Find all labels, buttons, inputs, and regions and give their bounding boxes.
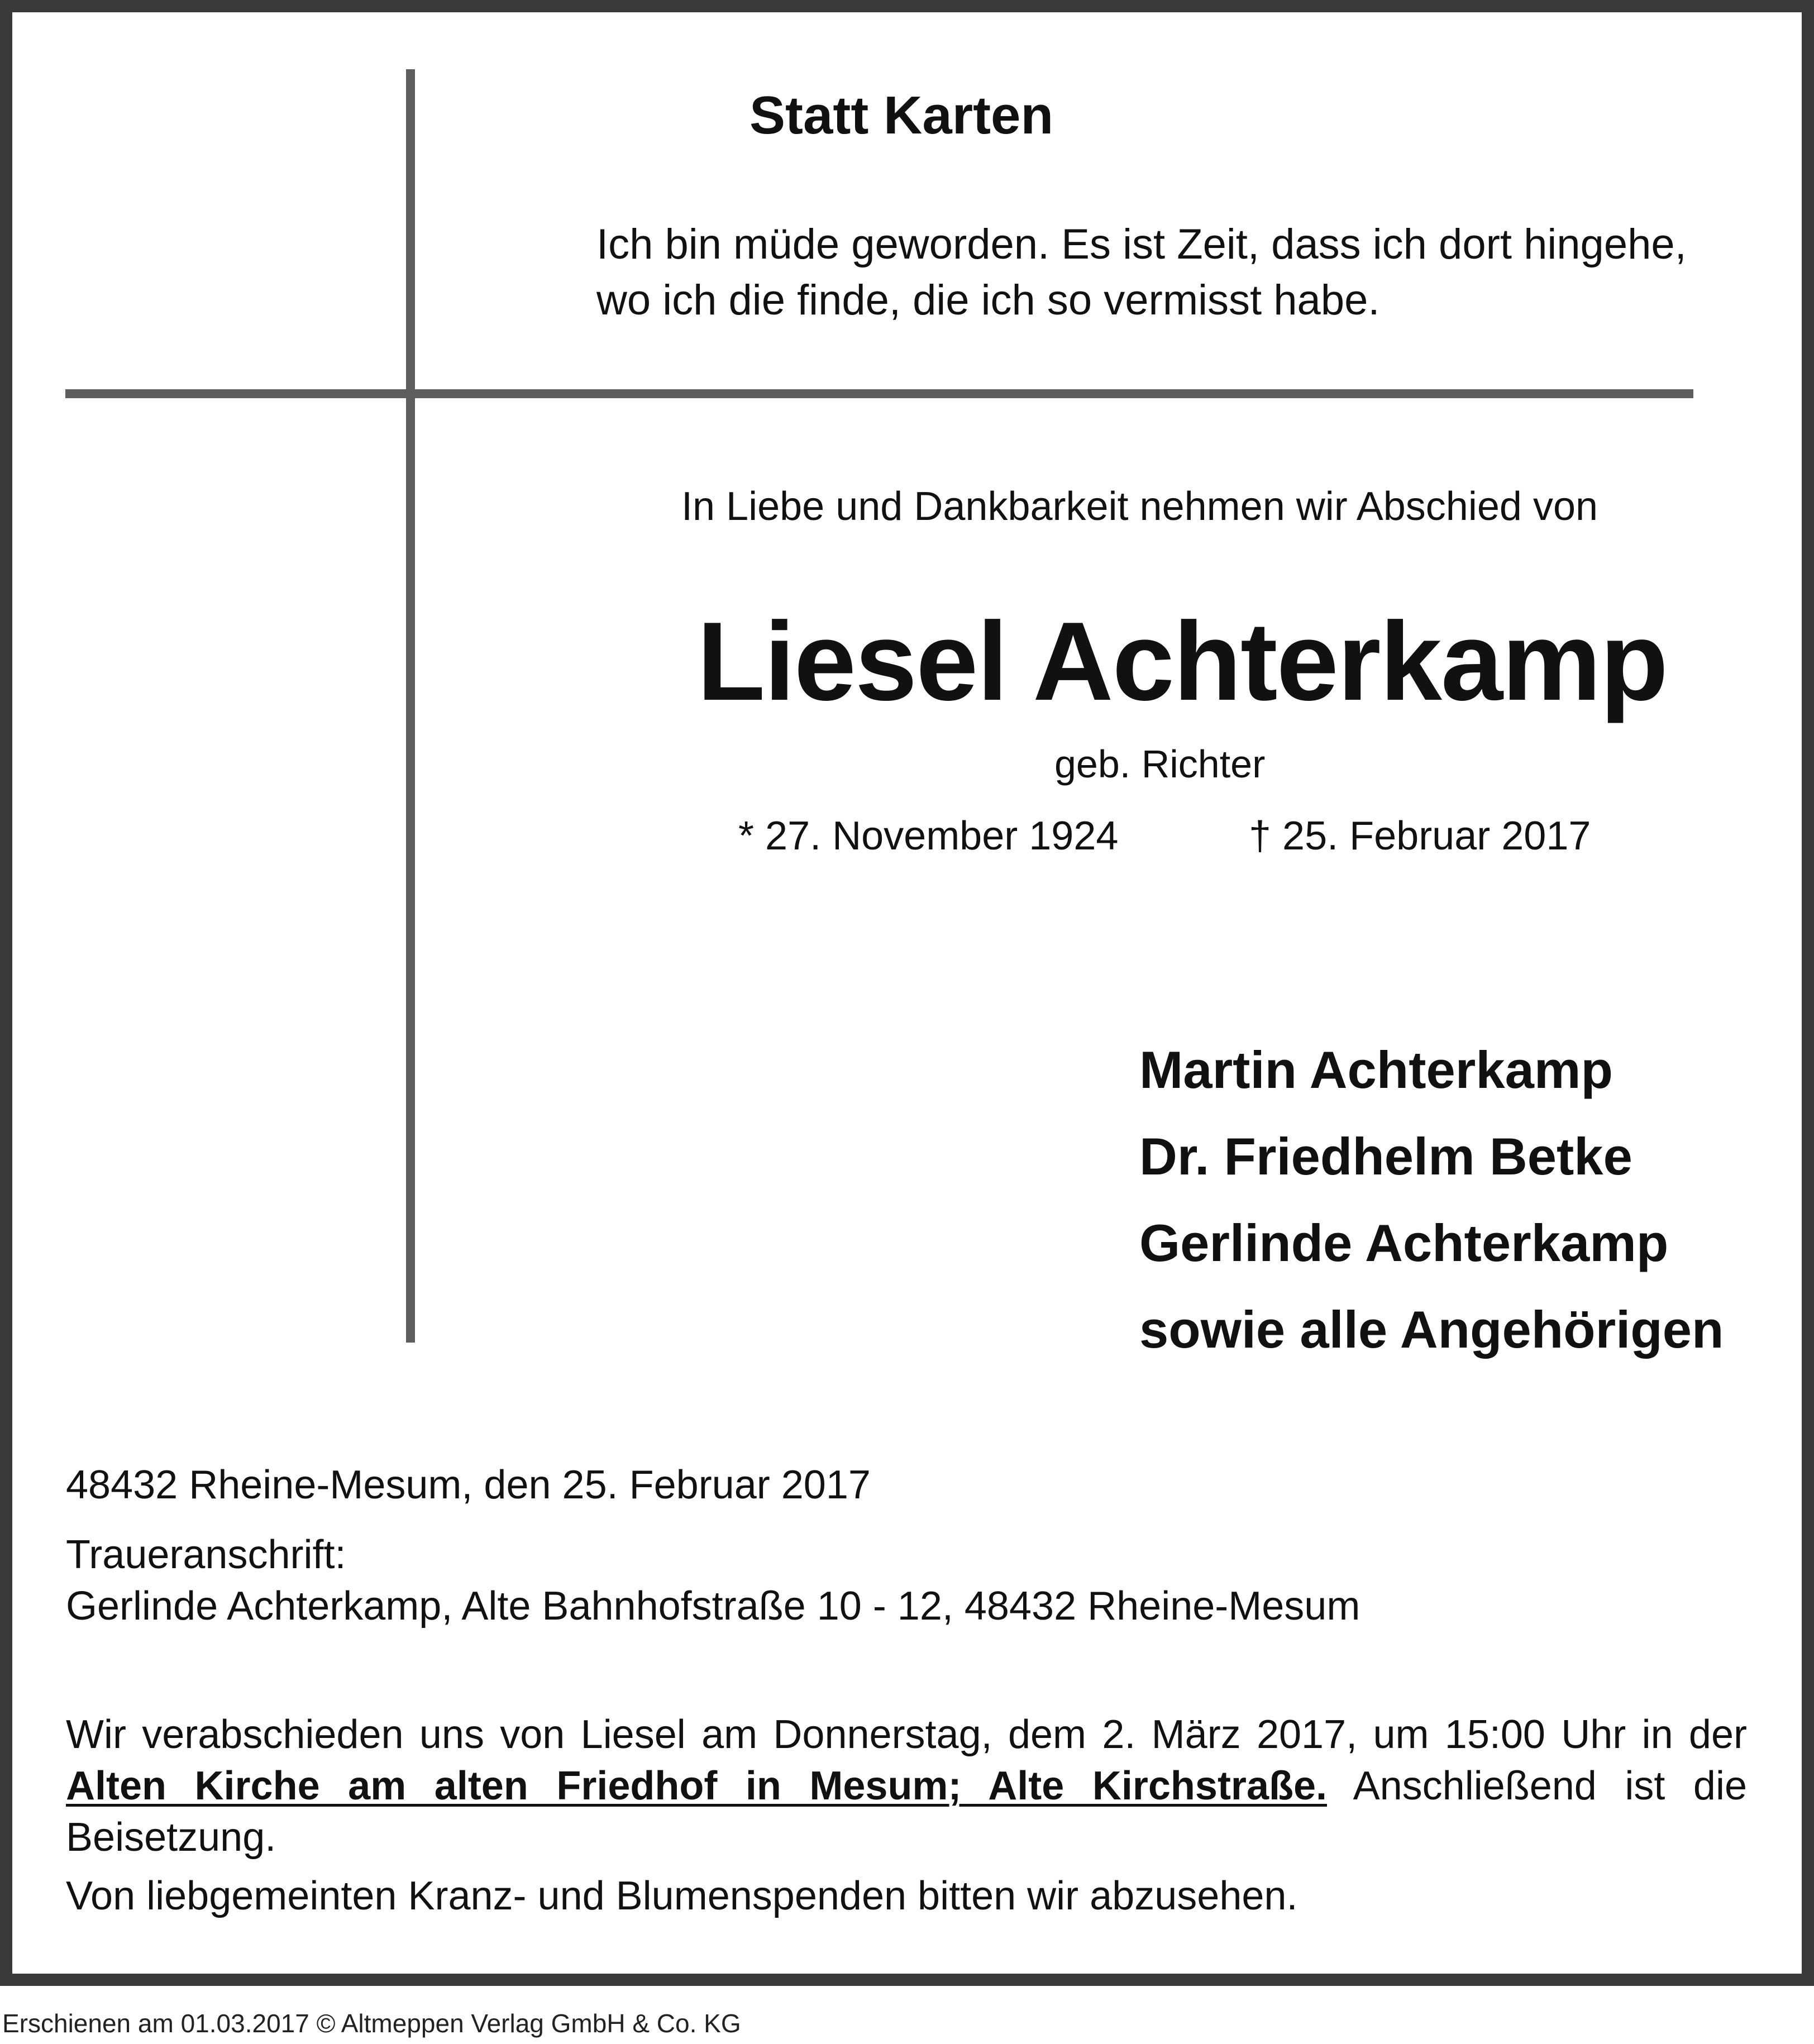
birth-date: * 27. November 1924 [738, 814, 1119, 858]
place-date: 48432 Rheine-Mesum, den 25. Februar 2017 [66, 1463, 871, 1507]
publication-footer: Erschienen am 01.03.2017 © Altmeppen Verlag GmbH & Co. KG [2, 2009, 741, 2038]
notice-heading: Statt Karten [750, 85, 1054, 145]
service-info [66, 1709, 1747, 1863]
service-text-before: Wir verabschieden uns von Liesel am Donnerstag, dem 2. März 2017, um 15:00 Uhr in der [66, 1712, 1747, 1757]
quote [596, 217, 1687, 328]
farewell-intro: In Liebe und Dankbarkeit nehmen wir Abschied von [681, 484, 1598, 529]
mourner-name: sowie alle Angehörigen [1139, 1300, 1724, 1359]
mourners-list [1139, 1026, 1724, 1373]
death-date: † 25. Februar 2017 [1249, 814, 1591, 858]
maiden-name: geb. Richter [1054, 742, 1266, 786]
quote-line-1: Ich bin müde geworden. Es ist Zeit, dass ich dort hingehe, [596, 221, 1687, 268]
address-text: Gerlinde Achterkamp, Alte Bahnhofstraße 10 - 12, 48432 Rheine-Mesum [66, 1584, 1360, 1628]
service-text-after: Anschließend ist die Beisetzung. [66, 1764, 1748, 1860]
quote-line-2: wo ich die finde, die ich so vermisst habe. [596, 276, 1380, 324]
mourner-name: Gerlinde Achterkamp [1139, 1214, 1669, 1272]
mourning-address [66, 1529, 1360, 1632]
service-location: Alten Kirche am alten Friedhof in Mesum; Alte Kirchstraße. [66, 1764, 1328, 1808]
flowers-note: Von liebgemeinten Kranz- und Blumenspenden bitten wir abzusehen. [66, 1874, 1298, 1918]
cross-vertical-bar [406, 69, 415, 1343]
mourner-name: Dr. Friedhelm Betke [1139, 1127, 1632, 1186]
cross-horizontal-bar [65, 389, 1693, 398]
deceased-name: Liesel Achterkamp [697, 599, 1668, 724]
mourner-name: Martin Achterkamp [1139, 1040, 1613, 1099]
address-label: Traueranschrift: [66, 1532, 346, 1577]
